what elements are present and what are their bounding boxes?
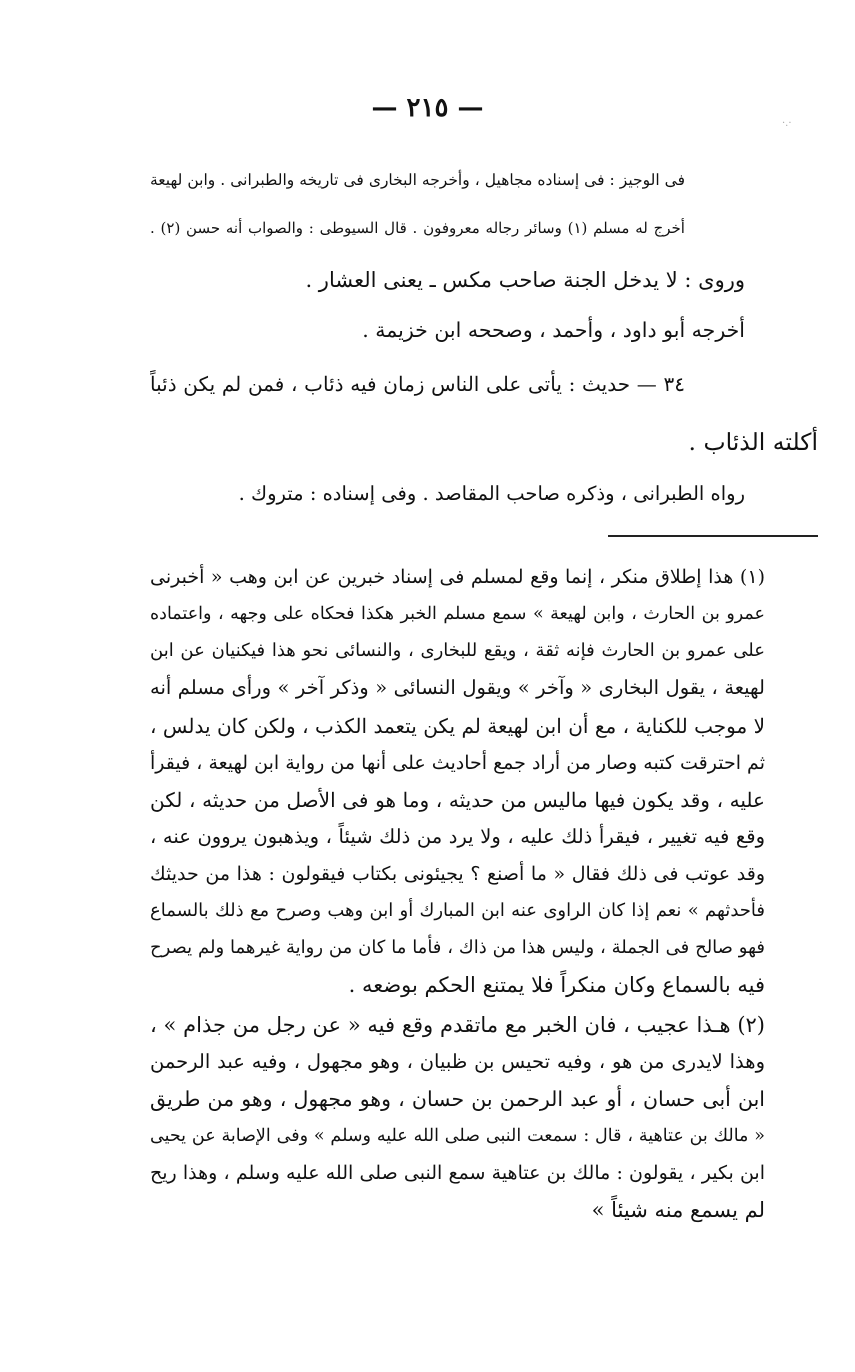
footnote-line: (١) هذا إطلاق منكر ، إنما وقع لمسلم فى إسناد خبرين عن ابن وهب « أخبرنى (150, 566, 765, 588)
footnote-line: على عمرو بن الحارث فإنه ثقة ، ويقع للبخارى ، والنسائى نحو هذا فيكنيان عن ابن (150, 640, 765, 661)
footnote-line: لهيعة ، يقول البخارى « وآخر » ويقول النسائى « وذكر آخر » ورأى مسلم أنه (150, 676, 765, 699)
footnote-line: ابن أبى حسان ، أو عبد الرحمن بن حسان ، وهو مجهول ، وهو من طريق (150, 1087, 765, 1111)
footnote-separator (608, 535, 818, 537)
footnote-line: « مالك بن عتاهية ، قال : سمعت النبى صلى الله عليه وسلم » وفى الإصابة عن يحيى (150, 1126, 765, 1146)
footnote-line: عمرو بن الحارث ، وابن لهيعة » سمع مسلم الخبر هكذا فحكاه على وجهه ، واعتماده (150, 604, 765, 624)
footnote-line: (٢) هـذا عجيب ، فان الخبر مع ماتقدم وقع فيه « عن رجل من جذام » ، (150, 1013, 765, 1037)
footnote-line: لم يسمع منه شيئاً » (591, 1198, 765, 1222)
footnote-line: وقد عوتب فى ذلك فقال « ما أصنع ؟ يجيئونى بكتاب فيقولون : هذا من حديثك (150, 863, 765, 885)
body-line: فى الوجيز : فى إسناده مجاهيل ، وأخرجه البخارى فى تاريخه والطبرانى . وابن لهيعة (150, 171, 685, 189)
footnote-line: فأحدثهم » نعم إذا كان الراوى عنه ابن المبارك أو ابن وهب وصرح مع ذلك بالسماع (150, 900, 765, 921)
footnote-line: ابن بكير ، يقولون : مالك بن عتاهية سمع النبى صلى الله عليه وسلم ، وهذا ريح (150, 1162, 765, 1184)
footnote-line: ثم احترقت كتبه وصار من أراد جمع أحاديث على أنها من رواية ابن لهيعة ، فيقرأ (150, 752, 765, 774)
footnote-line: عليه ، وقد يكون فيها ماليس من حديثه ، وما هو فى الأصل من حديثه ، لكن (150, 788, 765, 812)
body-line: وروى : لا يدخل الجنة صاحب مكس ـ يعنى العشار . (305, 268, 745, 292)
body-line: أخرج له مسلم (١) وسائر رجاله معروفون . قال السيوطى : والصواب أنه حسن (٢) . (150, 219, 685, 237)
footnote-line: لا موجب للكناية ، مع أن ابن لهيعة لم يكن يتعمد الكذب ، ولكن كان يدلس ، (150, 714, 765, 738)
footnote-line: فهو صالح فى الجملة ، وليس هذا من ذاك ، فأما ما كان من رواية غيرهما ولم يصرح (150, 937, 765, 958)
footnote-line: وقع فيه تغيير ، فيقرأ ذلك عليه ، ولا يرد من ذلك شيئاً ، ويذهبون يروون عنه ، (150, 825, 765, 848)
body-line: أخرجه أبو داود ، وأحمد ، وصححه ابن خزيمة . (362, 318, 745, 342)
footnote-line: فيه بالسماع وكان منكراً فلا يمتنع الحكم بوضعه . (348, 973, 765, 997)
page-number: — ٢١٥ — (371, 93, 484, 123)
body-line: أكلته الذئاب . (688, 428, 818, 456)
scan-speck: ·.· (782, 118, 792, 129)
hadith-heading-line: ٣٤ — حديث : يأتى على الناس زمان فيه ذئاب ، فمن لم يكن ذئباً (150, 372, 685, 396)
footnote-line: وهذا لايدرى من هو ، وفيه تحيس بن ظبيان ، وهو مجهول ، وفيه عبد الرحمن (150, 1050, 765, 1073)
body-line: رواه الطبرانى ، وذكره صاحب المقاصد . وفى إسناده : متروك . (238, 482, 745, 505)
